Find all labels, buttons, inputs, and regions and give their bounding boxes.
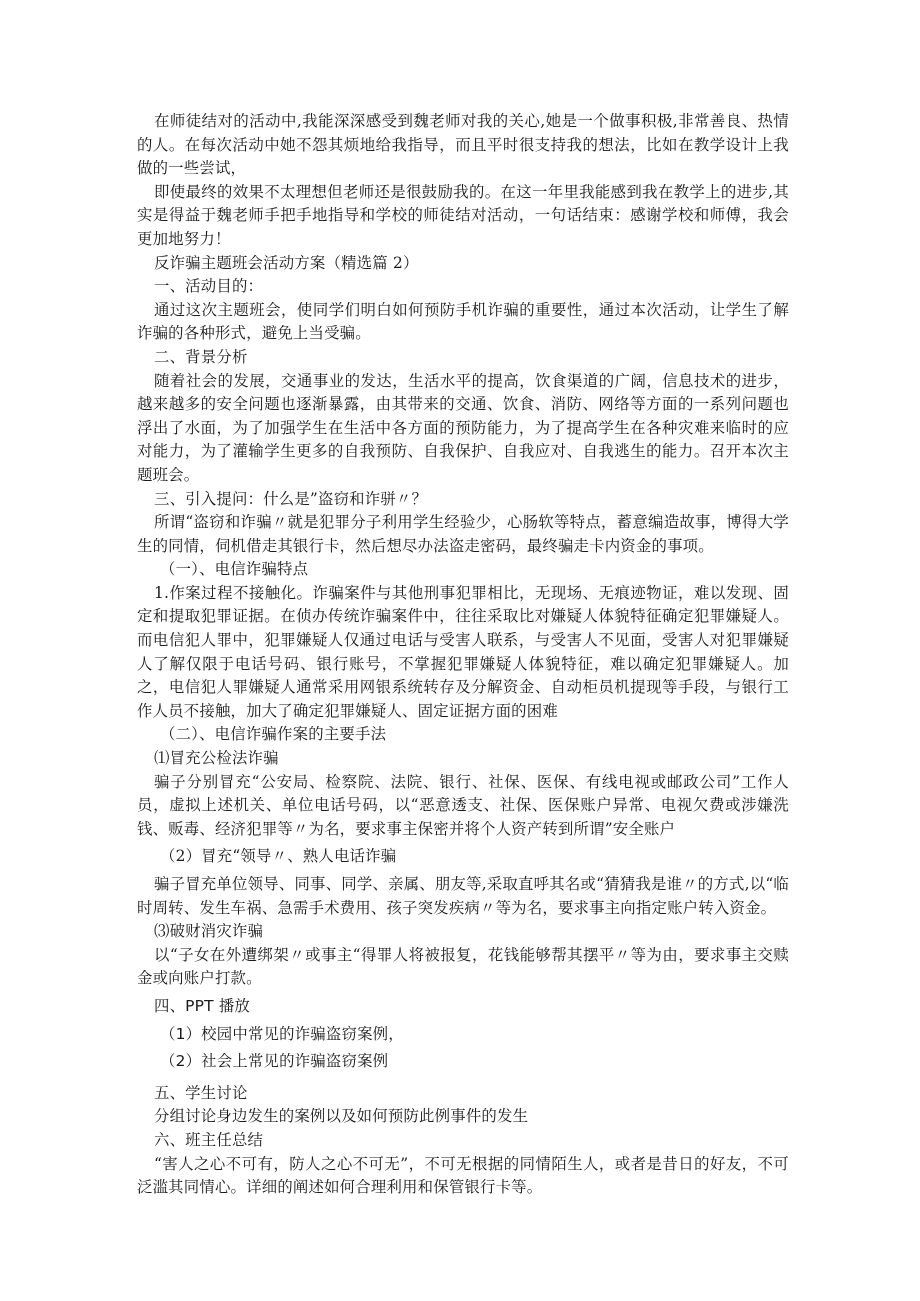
paragraph-summary: “害人之心不可有，防人之心不可无”，不可无根据的同情陌生人，或者是昔日的好友，不可泛滥其同情心。详细的阐述如何合理利用和保管银行卡等。 xyxy=(137,1154,789,1197)
section-heading-question: 三、引入提问：什么是”盗窃和诈骈〃？ xyxy=(154,489,428,508)
paragraph-purpose: 通过这次主题班会，使同学们明白如何预防手机诈骗的重要性，通过本次活动，让学生了解诈骗的各种形式，避免上当受骗。 xyxy=(137,300,789,343)
paragraph-impersonate-leaders: 骗子冒充单位领导、同事、同学、亲属、朋友等,采取直呼其名或“猜猜我是谁〃的方式,以“临时周转、发生车祸、急需手术费用、孩子突发疾病〃等为名，要求事主向指定账户转入资金。 xyxy=(137,875,789,917)
subheading-fraud-methods: （二）、电信诈骗作案的主要手法 xyxy=(160,725,387,744)
method-heading-disaster-ransom: ⑶破财消灾诈骗 xyxy=(154,922,264,941)
list-item-campus-cases: （1）校园中常见的诈骗盗窃案例， xyxy=(160,1024,404,1043)
document-title: 反诈骗主题班会活动方案（精选篇 2） xyxy=(154,253,419,272)
paragraph-discussion: 分组讨论身边发生的案例以及如何预防此例事件的发生 xyxy=(154,1107,529,1126)
list-item-society-cases: （2）社会上常见的诈骗盗窃案例 xyxy=(160,1052,389,1071)
paragraph-definition: 所谓“盗窃和诈骗〃就是犯罪分子利用学生经验少，心肠软等特点，蓄意编造故事，博得大学生的同情，伺机借走其银行卡，然后想尽办法盗走密码，最终骗走卡内资金的事项。 xyxy=(137,513,789,555)
section-heading-purpose: 一、活动目的： xyxy=(154,277,264,296)
paragraph-background: 随着社会的发展，交通事业的发达，生活水平的提高，饮食渠道的广阔，信息技术的进步，越来越多的安全问题也逐渐暴露，由其带来的交通、饮食、消防、网络等方面的一系列问题也浮出了水面，为了加强学生在生活中各方面的预防能力，为了提高学生在各种灾难来临时的应对能力，为了灌输学生更多的自我预防、自我保护、自我应对、自我逃生的能力。召开本次主题班会。 xyxy=(137,371,789,484)
method-heading-impersonate-leaders: （2）冒充“领导〃、熟人电话诈骗 xyxy=(160,847,397,866)
section-heading-summary: 六、班主任总结 xyxy=(154,1130,264,1149)
paragraph-impersonate-officials: 骗子分别冒充“公安局、检察院、法院、银行、社保、医保、有线电视或邮政公司”工作人员，虚拟上述机关、单位电话号码，以“恶意透支、社保、医保账户异常、电视欠费或涉嫌洗钱、贩毒、经济犯罪等〃为名，要求事主保密并将个人资产转到所谓”安全账户 xyxy=(137,772,789,838)
subheading-telecom-fraud-features: （一）、电信诈骗特点 xyxy=(160,560,309,579)
section-heading-discussion: 五、学生讨论 xyxy=(154,1083,248,1102)
document-body xyxy=(137,110,789,1200)
paragraph-disaster-ransom: 以“子女在外遭绑架〃或事主“得罪人将被报复，花钱能够帮其摆平〃等为由，要求事主交赎金或向账户打款。 xyxy=(137,945,789,988)
paragraph-mentorship-care: 在师徒结对的活动中,我能深深感受到魏老师对我的关心,她是一个做事积极,非常善良、热情的人。在每次活动中她不怨其烦地给我指导，而且平时很支持我的想法，比如在教学设计上我做的一些尝试， xyxy=(137,112,789,178)
method-heading-impersonate-officials: ⑴冒充公检法诈骗 xyxy=(154,749,279,768)
section-heading-ppt: 四、PPT 播放 xyxy=(154,996,251,1015)
section-heading-background: 二、背景分析 xyxy=(154,347,248,366)
paragraph-mentorship-progress: 即使最终的效果不太理想但老师还是很鼓励我的。在这一年里我能感到我在教学上的进步,其实是得益于魏老师手把手地指导和学校的师徒结对活动，一句话结束：感谢学校和师傅，我会更加地努力！ xyxy=(137,182,789,248)
paragraph-non-contact-feature: 1.作案过程不接触化。诈骗案件与其他刑事犯罪相比，无现场、无痕迹物证，难以发现、固定和提取犯罪证据。在侦办传统诈骗案件中，往往采取比对嫌疑人体貌特征确定犯罪嫌疑人。而电信犯人罪中，犯罪嫌疑人仅通过电话与受害人联系，与受害人不见面，受害人对犯罪嫌疑人了解仅限于电话号码、银行账号，不掌握犯罪嫌疑人体貌特征，难以确定犯罪嫌疑人。加之，电信犯人罪嫌疑人通常采用网银系统转存及分解资金、自动柜员机提现等手段，与银行工作人员不接触，加大了确定犯罪嫌疑人、固定证据方面的困难 xyxy=(137,583,789,720)
